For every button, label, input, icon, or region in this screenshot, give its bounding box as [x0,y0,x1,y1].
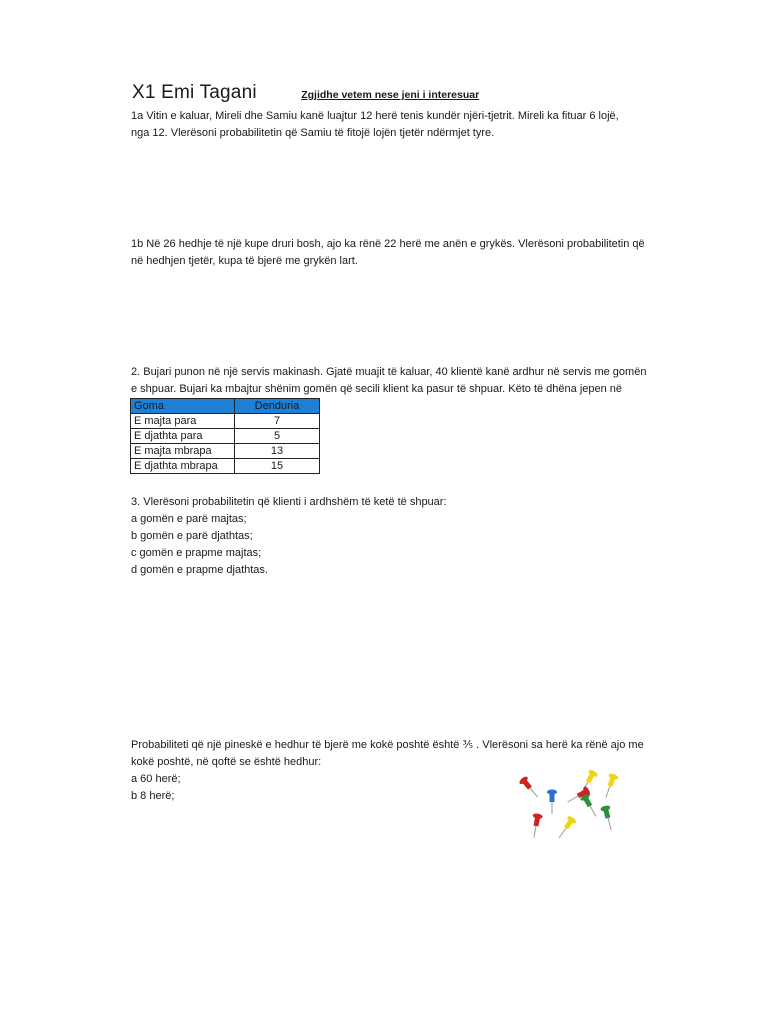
question-1b [131,236,651,270]
table-row [131,429,320,444]
page-title: X1 Emi Tagani [132,82,257,103]
pushpins-image [518,766,630,844]
table-cell: E majta para [131,414,235,429]
question-1b-line: 1b Në 26 hedhje të një kupe druri bosh, ajo ka rënë 22 herë me anën e grykës. Vlerësoni probabilitetin që [131,238,645,250]
question-1a-line: 1a Vitin e kaluar, Mireli dhe Samiu kanë luajtur 12 herë tenis kundër njëri-tjetrit. Mireli ka fituar 6 lojë, [131,110,619,122]
pushpin-icon [547,790,557,815]
question-3-line: b gomën e parë djathtas; [131,530,253,542]
question-1a-line: nga 12. Vlerësoni probabilitetin që Samiu të fitojë lojën tjetër ndërmjet tyre. [131,127,495,139]
question-3-line: 3. Vlerësoni probabilitetin që klienti i ardhshëm të ketë të shpuar: [131,496,447,508]
optional-note: Zgjidhe vetem nese jeni i interesuar [301,89,480,101]
table-cell: 15 [235,459,320,474]
question-4-line: Probabiliteti që një pineskë e hedhur të bjerë me kokë poshtë është ⅗ . Vlerësoni sa herë ka rënë ajo me [131,739,644,751]
question-4-line: a 60 herë; [131,773,181,785]
table-cell: 5 [235,429,320,444]
pushpin-icon [518,775,541,800]
table-header-cell: Denduria [235,399,320,414]
tire-frequency-table [130,398,320,474]
question-3-line: a gomën e parë majtas; [131,513,247,525]
pushpin-icon [529,813,543,839]
question-1a [131,108,651,142]
pushpin-icon [601,773,619,799]
header [132,82,479,104]
question-3-line: d gomën e prapme djathtas. [131,564,268,576]
table-cell: 13 [235,444,320,459]
question-3-line: c gomën e prapme majtas; [131,547,262,559]
question-4-line: b 8 herë; [131,790,175,802]
pushpin-icon [579,793,600,819]
table-cell: 7 [235,414,320,429]
table-header-row [131,399,320,414]
pushpin-icon [555,815,577,841]
table-cell: E djathta para [131,429,235,444]
question-4-line: kokë poshtë, në qoftë se është hedhur: [131,756,322,768]
table-row [131,459,320,474]
question-2-line: e shpuar. Bujari ka mbajtur shënim gomën që secili klient ka pasur të shpuar. Këto të dhëna jepen në [131,383,623,395]
question-2-line: 2. Bujari punon në një servis makinash. Gjatë muajit të kaluar, 40 klientë kanë ardhur në servis me gomën [131,366,647,378]
table-cell: E majta mbrapa [131,444,235,459]
question-1b-line: në hedhjen tjetër, kupa të bjerë me grykën lart. [131,255,358,267]
table-row [131,444,320,459]
pushpin-icon [600,805,616,831]
table-cell: E djathta mbrapa [131,459,235,474]
table-row [131,414,320,429]
question-2 [131,364,651,398]
question-3 [131,494,651,579]
table-header-cell: Goma [131,399,235,414]
